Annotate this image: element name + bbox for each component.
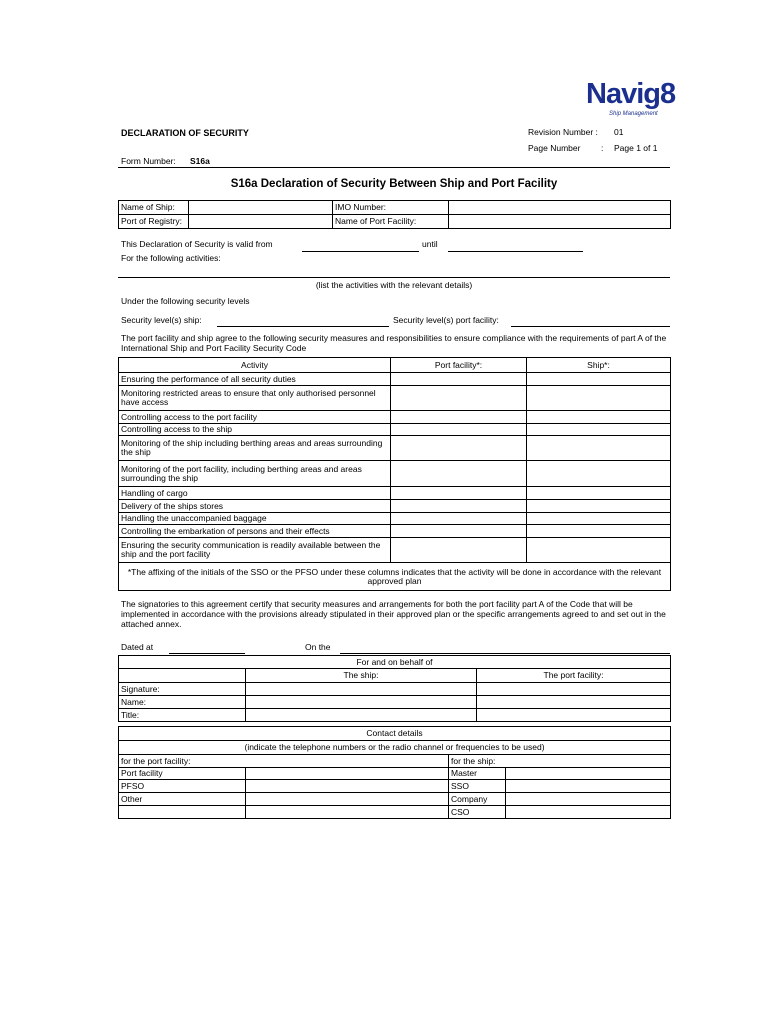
ship-contact-label: Company — [449, 793, 506, 806]
activity-table — [118, 357, 671, 591]
signature-label: Signature: — [119, 683, 246, 696]
activities-label: For the following activities: — [121, 253, 221, 263]
ship-contact-label: SSO — [449, 780, 506, 793]
dated-at-field[interactable] — [169, 653, 245, 654]
activity-row-label: Ensuring the performance of all security duties — [119, 373, 391, 386]
contact-table — [118, 726, 671, 819]
agreement-paragraph: The port facility and ship agree to the following security measures and responsibilities to ensure compliance with the requirements of part A of the International Ship and Port Facility Security Code — [121, 333, 667, 353]
port-security-level-field[interactable] — [511, 326, 670, 327]
port-facility-header: Port facility*: — [391, 358, 527, 373]
on-behalf-heading: For and on behalf of — [119, 656, 671, 669]
ship-initials-cell[interactable] — [527, 386, 671, 411]
contact-details-heading: Contact details — [119, 727, 671, 741]
logo-wordmark: Navig8 — [586, 78, 676, 110]
port-signature-field[interactable] — [477, 683, 671, 696]
form-title: S16a Declaration of Security Between Ship and Port Facility — [230, 178, 558, 190]
port-signatory-header: The port facility: — [477, 669, 671, 683]
form-number-label: Form Number: — [121, 156, 176, 166]
signature-label-column-header — [119, 669, 246, 683]
ship-info-table — [118, 200, 671, 229]
revision-label: Revision Number : — [528, 127, 598, 137]
ship-initials-cell[interactable] — [527, 487, 671, 500]
activity-row-label: Monitoring of the port facility, including berthing areas and areas surrounding the ship — [119, 461, 391, 487]
ship-contact-field[interactable] — [506, 793, 671, 806]
imo-number-field[interactable] — [449, 201, 671, 215]
ship-contact-label: Master — [449, 768, 506, 780]
revision-value: 01 — [614, 127, 624, 137]
port-facility-initials-cell[interactable] — [391, 373, 527, 386]
name-of-ship-field[interactable] — [189, 201, 333, 215]
ship-contacts-heading: for the ship: — [449, 755, 671, 768]
activity-footnote: *The affixing of the initials of the SSO or the PFSO under these columns indicates that the activity will be done in accordance with the relevant approved plan — [119, 563, 671, 591]
page-number-label: Page Number — [528, 143, 581, 153]
port-title-field[interactable] — [477, 709, 671, 722]
port-facility-initials-cell[interactable] — [391, 411, 527, 424]
until-label: until — [422, 239, 438, 249]
activity-row-label: Delivery of the ships stores — [119, 500, 391, 513]
logo-subtitle: Ship Management — [609, 111, 658, 117]
port-name-field[interactable] — [477, 696, 671, 709]
port-facility-name-field[interactable] — [449, 215, 671, 229]
port-contact-label — [119, 806, 246, 819]
ship-contact-field[interactable] — [506, 780, 671, 793]
name-of-ship-label: Name of Ship: — [119, 201, 189, 215]
signature-table — [118, 655, 671, 722]
port-facility-name-label: Name of Port Facility: — [333, 215, 449, 229]
port-facility-initials-cell[interactable] — [391, 513, 527, 525]
header-divider — [118, 167, 670, 168]
title-label: Title: — [119, 709, 246, 722]
port-facility-initials-cell[interactable] — [391, 487, 527, 500]
port-contact-label: Port facility — [119, 768, 246, 780]
activity-row-label: Ensuring the security communication is readily available between the ship and the port facility — [119, 538, 391, 563]
ship-initials-cell[interactable] — [527, 500, 671, 513]
on-the-field[interactable] — [340, 653, 670, 654]
port-facility-initials-cell[interactable] — [391, 500, 527, 513]
ship-title-field[interactable] — [246, 709, 477, 722]
port-contacts-heading: for the port facility: — [119, 755, 449, 768]
ship-security-level-field[interactable] — [217, 326, 389, 327]
contact-details-hint: (indicate the telephone numbers or the radio channel or frequencies to be used) — [119, 741, 671, 755]
activities-field[interactable] — [118, 277, 670, 278]
port-contact-field[interactable] — [246, 768, 449, 780]
port-facility-initials-cell[interactable] — [391, 436, 527, 461]
form-number-value: S16a — [190, 156, 210, 166]
port-contact-field[interactable] — [246, 806, 449, 819]
name-label: Name: — [119, 696, 246, 709]
port-facility-initials-cell[interactable] — [391, 424, 527, 436]
page-number-value: Page 1 of 1 — [614, 143, 658, 153]
ship-initials-cell[interactable] — [527, 525, 671, 538]
ship-initials-cell[interactable] — [527, 461, 671, 487]
ship-initials-cell[interactable] — [527, 411, 671, 424]
port-of-registry-label: Port of Registry: — [119, 215, 189, 229]
valid-from-label: This Declaration of Security is valid from — [121, 239, 273, 249]
activity-row-label: Monitoring restricted areas to ensure that only authorised personnel have access — [119, 386, 391, 411]
port-facility-initials-cell[interactable] — [391, 386, 527, 411]
ship-contact-field[interactable] — [506, 806, 671, 819]
company-logo — [586, 78, 676, 124]
certification-paragraph: The signatories to this agreement certify that security measures and arrangements for both the port facility part A of the Code that will be implemented in accordance with the provisions already stipulated in their approved plan or the specific arrangements agreed to and set out in the attached annex. — [121, 599, 666, 629]
activity-header: Activity — [119, 358, 391, 373]
activity-row-label: Controlling access to the port facility — [119, 411, 391, 424]
ship-name-field[interactable] — [246, 696, 477, 709]
port-facility-initials-cell[interactable] — [391, 461, 527, 487]
ship-initials-cell[interactable] — [527, 424, 671, 436]
on-the-label: On the — [305, 642, 331, 652]
port-contact-field[interactable] — [246, 780, 449, 793]
ship-signature-field[interactable] — [246, 683, 477, 696]
port-contact-label: Other — [119, 793, 246, 806]
port-contact-field[interactable] — [246, 793, 449, 806]
ship-initials-cell[interactable] — [527, 436, 671, 461]
ship-security-level-label: Security level(s) ship: — [121, 315, 202, 325]
port-facility-initials-cell[interactable] — [391, 525, 527, 538]
activity-row-label: Controlling the embarkation of persons and their effects — [119, 525, 391, 538]
port-contact-label: PFSO — [119, 780, 246, 793]
ship-initials-cell[interactable] — [527, 513, 671, 525]
document-title: DECLARATION OF SECURITY — [121, 128, 249, 138]
security-levels-label: Under the following security levels — [121, 296, 250, 306]
page-number-separator: : — [601, 143, 604, 153]
port-security-level-label: Security level(s) port facility: — [393, 315, 499, 325]
ship-initials-cell[interactable] — [527, 538, 671, 563]
activity-row-label: Handling the unaccompanied baggage — [119, 513, 391, 525]
port-of-registry-field[interactable] — [189, 215, 333, 229]
activity-row-label: Monitoring of the ship including berthing areas and areas surrounding the ship — [119, 436, 391, 461]
port-facility-initials-cell[interactable] — [391, 538, 527, 563]
valid-until-field[interactable] — [448, 251, 583, 252]
ship-header: Ship*: — [527, 358, 671, 373]
ship-contact-field[interactable] — [506, 768, 671, 780]
ship-initials-cell[interactable] — [527, 373, 671, 386]
ship-signatory-header: The ship: — [246, 669, 477, 683]
imo-number-label: IMO Number: — [333, 201, 449, 215]
valid-from-field[interactable] — [302, 251, 419, 252]
dated-at-label: Dated at — [121, 642, 154, 652]
activities-hint: (list the activities with the relevant details) — [315, 280, 473, 290]
activity-row-label: Handling of cargo — [119, 487, 391, 500]
ship-contact-label: CSO — [449, 806, 506, 819]
activity-row-label: Controlling access to the ship — [119, 424, 391, 436]
